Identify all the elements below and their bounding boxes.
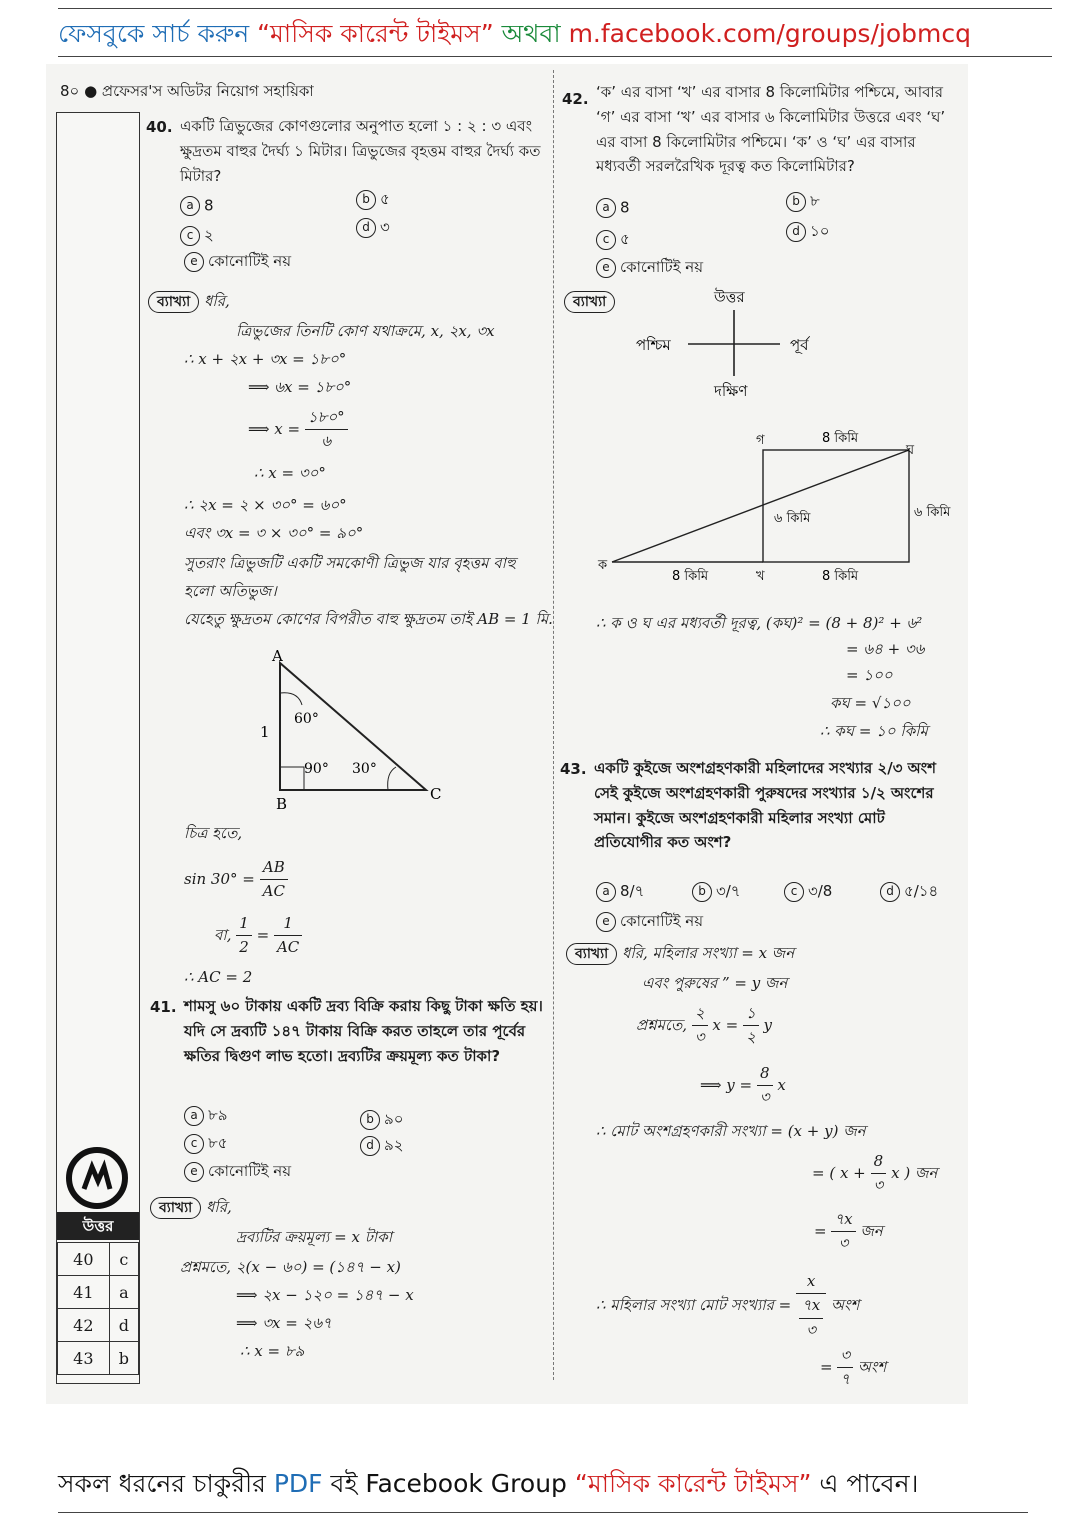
footer-text: সকল ধরনের চাকুরীর [58, 1469, 266, 1498]
q40-sol-line: ∴ ২x = ২ × ৩০° = ৬০° [184, 496, 347, 514]
q40-sol-line: ত্রিভুজের তিনটি কোণ যথাক্রমে, x, ২x, ৩x [236, 322, 495, 340]
vyakhya-badge: ব্যাখ্যা [564, 291, 615, 313]
option-letter: b [356, 190, 376, 210]
point-ga: গ [756, 433, 765, 448]
option-letter: b [360, 1110, 380, 1130]
q41-option-d[interactable]: d ৯২ [360, 1134, 404, 1159]
q40-sol-line: যেহেতু ক্ষুদ্রতম কোণের বিপরীত বাহু ক্ষুদ্রতম তাই AB = 1 মি. [184, 610, 553, 628]
q43-sol-eq-line: = $\frac{৩}{৭}$ অংশ [820, 1346, 887, 1389]
answer-qnum: 40 [58, 1243, 110, 1276]
option-letter: a [184, 1106, 204, 1126]
option-letter: b [692, 882, 712, 902]
label-right-length: ৬ কিমি [914, 505, 951, 520]
q43-option-d[interactable]: d ৫/১৪ [880, 880, 938, 905]
q43-option-a[interactable]: a 8/৭ [596, 880, 644, 905]
q40-option-d[interactable]: d ৩ [356, 216, 390, 241]
q40-sol-line: এবং ৩x = ৩ × ৩০° = ৯০° [184, 524, 364, 542]
answer-heading: উত্তর [57, 1212, 139, 1240]
compass-diagram [630, 284, 830, 404]
q42-sol-line: ∴ কঘ = ১০ কিমি [820, 722, 928, 740]
option-letter: d [360, 1136, 380, 1156]
answer-value: d [109, 1309, 138, 1342]
point-kha: খ [756, 569, 765, 584]
page-header: 8০ ● প্রফেসর'স অডিটর নিয়োগ সহায়িকা [60, 82, 314, 100]
answer-row [58, 1276, 139, 1309]
q41-sol-line: ⟹ ২x − ১২০ = ১৪৭ − x [236, 1286, 414, 1304]
point-ka: ক [598, 558, 608, 573]
footer-pdf: PDF [273, 1469, 323, 1498]
compass-east: পূর্ব [790, 336, 809, 354]
q40-sol-line: সুতরাং ত্রিভুজটি একটি সমকোণী ত্রিভুজ যার বৃহত্তম বাহু [184, 554, 516, 572]
q40-sol-line: ∴ x + ২x + ৩x = ১৮০° [184, 350, 347, 368]
q40-solution-head: ব্যাখ্যা ধরি, [148, 290, 230, 313]
q40-sol-line: ∴ AC = 2 [184, 968, 253, 986]
header-banner [58, 14, 1038, 57]
option-letter: d [356, 218, 376, 238]
vyakhya-badge: ব্যাখ্যা [148, 291, 199, 313]
label-bottom-left: 8 কিমি [672, 569, 709, 584]
top-rule [58, 8, 1052, 9]
triangle-side-label: 1 [260, 723, 270, 741]
option-letter: e [596, 912, 616, 932]
option-letter: e [184, 252, 204, 272]
q40-sol-fraction-line: ⟹ x = $\frac{১৮০^\circ}{৬}$ [248, 406, 348, 454]
q42-option-d[interactable]: d ১০ [786, 220, 830, 245]
triangle-vertex-c: C [430, 785, 442, 803]
distance-diagram [590, 424, 960, 594]
angle-60-label: 60° [294, 711, 319, 727]
label-bottom-right: 8 কিমি [822, 569, 859, 584]
q40-option-b[interactable]: b ৫ [356, 188, 390, 213]
option-letter: c [784, 882, 804, 902]
q43-sol-eq-line: প্রশ্নমতে, $\frac{২}{৩}$ x = $\frac{১}{২}$ y [636, 1004, 772, 1047]
angle-30-label: 30° [352, 761, 377, 777]
q42-option-a[interactable]: a 8 [596, 198, 630, 218]
answer-value: b [109, 1342, 138, 1375]
q42-sol-line: = ৬৪ + ৩৬ [846, 640, 925, 658]
q41-sol-line: ⟹ ৩x = ২৬৭ [236, 1314, 332, 1332]
point-gha: ঘ [906, 443, 915, 458]
banner-rule [58, 56, 1052, 57]
q43-number: 43. [560, 760, 587, 778]
option-letter: b [786, 192, 806, 212]
q40-sol-line: ⟹ ৬x = ১৮০° [248, 378, 352, 396]
q42-option-e[interactable]: e কোনোটিই নয় [596, 256, 703, 281]
q40-sol-line: ∴ x = ৩০° [254, 464, 326, 482]
q43-option-e[interactable]: e কোনোটিই নয় [596, 910, 703, 935]
q41-text: শামসু ৬০ টাকায় একটি দ্রব্য বিক্রি করায় কিছু টাকা ক্ষতি হয়। যদি সে দ্রব্যটি ১৪৭ টাকায় বিক্রি করত তাহলে তার পূর্বের ক্ষতির দ্বিগুণ লাভ হতো। দ্রব্যটির ক্রয়মূল্য কত টাকা? [184, 997, 543, 1065]
q42-option-b[interactable]: b ৮ [786, 190, 820, 215]
option-letter: c [596, 230, 616, 250]
label-mid-length: ৬ কিমি [774, 511, 811, 526]
q42-sol-line: ∴ ক ও ঘ এর মধ্যবর্তী দূরত্ব, (কঘ)² = (8 + 8)² + ৬² [596, 614, 923, 632]
q42-text: ‘ক’ এর বাসা ‘খ’ এর বাসার 8 কিলোমিটার পশ্চিমে, আবার ‘গ’ এর বাসা ‘খ’ এর বাসার ৬ কিলোমিটার উত্তরে এবং ‘ঘ’ এর বাসা 8 কিলোমিটার পশ্চিমে। ‘ক’ ও ‘ঘ’ এর বাসার মধ্যবর্তী সরলরৈখিক দূরত্ব কত কিলোমিটার? [596, 83, 946, 176]
q43-sol-line: ∴ মোট অংশগ্রহণকারী সংখ্যা = (x + y) জন [596, 1122, 866, 1140]
q41-sol-line: ∴ x = ৮৯ [240, 1342, 305, 1360]
option-letter: c [184, 1134, 204, 1154]
label-top-length: 8 কিমি [822, 431, 859, 446]
vyakhya-badge: ব্যাখ্যা [150, 1197, 201, 1219]
footer-banner [58, 1464, 1038, 1507]
option-letter: a [180, 196, 200, 216]
q42-solution-head [564, 290, 615, 313]
q40-number: 40. [146, 118, 173, 136]
q40-option-e[interactable]: e কোনোটিই নয় [184, 250, 291, 275]
footer-group-text: বই Facebook Group [330, 1469, 567, 1498]
banner-url-link[interactable]: m.facebook.com/groups/jobmcq [568, 19, 971, 48]
q43-sol-eq-line: ⟹ y = $\frac{8}{৩}$ x [700, 1064, 786, 1107]
q43-sol-eq-line: ∴ মহিলার সংখ্যা মোট সংখ্যার = $\frac{x}{\frac{৭x}{৩}}$ অংশ [596, 1272, 860, 1339]
q43-option-c[interactable]: c ৩/8 [784, 880, 832, 905]
q40-option-c[interactable]: c ২ [180, 224, 214, 249]
banner-search-text: ফেসবুকে সার্চ করুন [58, 19, 250, 48]
triangle-vertex-a: A [272, 647, 283, 665]
option-letter: e [184, 1162, 204, 1182]
column-divider [553, 70, 555, 1380]
q43-text: একটি কুইজে অংশগ্রহণকারী মহিলাদের সংখ্যার ২/৩ অংশ সেই কুইজে অংশগ্রহণকারী পুরুষদের সংখ্যার ১/২ অংশের সমান। কুইজে অংশগ্রহণকারী মহিলার সংখ্যা মোট প্রতিযোগীর কত অংশ? [594, 759, 936, 852]
q40-option-a[interactable]: a 8 [180, 196, 214, 216]
answer-qnum: 42 [58, 1309, 110, 1342]
footer-rule [58, 1512, 1028, 1513]
q40-sol-ratio-line: বা, $\frac{1}{2}$ = $\frac{1}{AC}$ [214, 912, 302, 960]
q43-sol-line: এবং পুরুষের ” = y জন [642, 974, 788, 992]
answer-table [57, 1242, 139, 1375]
q40-sol-line: হলো অতিভুজ। [184, 582, 277, 600]
footer-group-name[interactable]: “মাসিক কারেন্ট টাইমস” [574, 1469, 812, 1498]
q40-sol-line: চিত্র হতে, [184, 824, 243, 842]
triangle-diagram [250, 645, 460, 815]
q42-number: 42. [562, 90, 589, 108]
q41-option-b[interactable]: b ৯০ [360, 1108, 404, 1133]
q41-sol-line: দ্রব্যটির ক্রয়মূল্য = x টাকা [236, 1228, 393, 1246]
q43-solution-head: ব্যাখ্যা ধরি, মহিলার সংখ্যা = x জন [566, 942, 794, 965]
banner-or-text: অথবা [501, 19, 561, 48]
q43-sol-eq-line: = ( x + $\frac{8}{৩}$ x ) জন [812, 1152, 938, 1195]
option-letter: d [880, 882, 900, 902]
q41-sol-line: প্রশ্নমতে, ২(x − ৬০) = (১৪৭ − x) [180, 1258, 401, 1276]
compass-south: দক্ষিণ [714, 382, 748, 400]
q40-text: একটি ত্রিভুজের কোণগুলোর অনুপাত হলো ১ : ২ : ৩ এবং ক্ষুদ্রতম বাহুর দৈর্ঘ্য ১ মিটার। ত্রিভুজের বৃহত্তম বাহুর দৈর্ঘ্য কত মিটার? [180, 117, 541, 185]
q41-option-c[interactable]: c ৮৫ [184, 1132, 227, 1157]
option-letter: d [786, 222, 806, 242]
answer-row [58, 1309, 139, 1342]
compass-west: পশ্চিম [636, 336, 671, 354]
option-letter: a [596, 198, 616, 218]
q41-option-e[interactable]: e কোনোটিই নয় [184, 1160, 291, 1185]
option-letter: c [180, 226, 200, 246]
q41-number: 41. [150, 998, 177, 1016]
q41-option-a[interactable]: a ৮৯ [184, 1104, 227, 1129]
footer-end-text: এ পাবেন। [819, 1469, 919, 1498]
answer-value: a [109, 1276, 138, 1309]
vyakhya-badge: ব্যাখ্যা [566, 943, 617, 965]
triangle-vertex-b: B [276, 795, 288, 813]
q41-solution-head: ব্যাখ্যা ধরি, [150, 1196, 232, 1219]
q43-sol-eq-line: = $\frac{৭x}{৩}$ জন [814, 1210, 883, 1253]
answer-value: c [109, 1243, 138, 1276]
q43-option-b[interactable]: b ৩/৭ [692, 880, 741, 905]
q42-sol-line: = ১০০ [846, 666, 893, 684]
answer-qnum: 43 [58, 1342, 110, 1375]
answer-qnum: 41 [58, 1276, 110, 1309]
banner-group-name: “মাসিক কারেন্ট টাইমস” [257, 19, 494, 48]
option-letter: e [596, 258, 616, 278]
q42-sol-line: কঘ = √১০০ [830, 694, 911, 712]
publisher-logo-icon [60, 1145, 134, 1211]
q40-sol-sin-line: sin 30° = $\frac{AB}{AC}$ [184, 856, 288, 904]
option-letter: a [596, 882, 616, 902]
q42-option-c[interactable]: c ৫ [596, 228, 630, 253]
compass-north: উত্তর [714, 288, 745, 306]
answer-row [58, 1243, 139, 1276]
answer-row [58, 1342, 139, 1375]
angle-90-label: 90° [304, 761, 329, 777]
